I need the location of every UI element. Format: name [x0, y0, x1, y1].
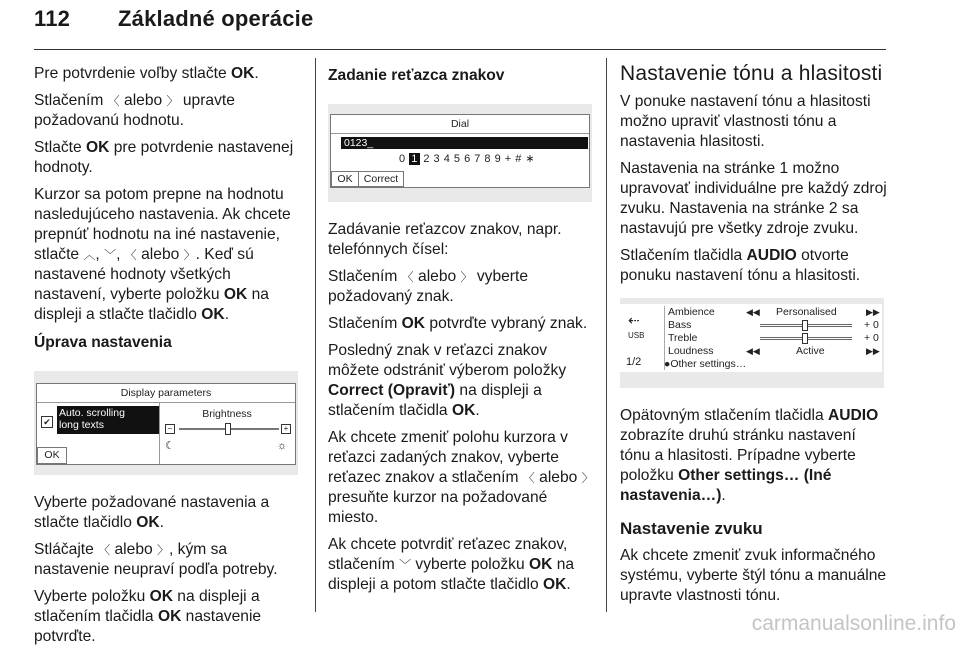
dial-screenshot — [328, 104, 592, 202]
paragraph: Zadávanie reťazcov znakov, napr. telefónnych čísel: — [328, 221, 562, 258]
arrow-up-icon: ︿ — [83, 248, 96, 262]
paragraph: Stlačením 〈 alebo 〉 upravte požadovanú hodnotu. — [34, 92, 235, 129]
row-label: Loudness — [668, 345, 714, 357]
arrow-left-icon: 〈 — [124, 248, 137, 262]
column-divider-2 — [606, 58, 607, 612]
column-2 — [328, 64, 596, 602]
arrow-left-icon: 〈 — [401, 270, 414, 284]
row-label: ●Other settings… — [664, 358, 747, 370]
page-header — [34, 6, 313, 32]
row-label: Ambience — [668, 306, 715, 318]
section-heading: Nastavenie tónu a hlasitosti — [620, 62, 883, 85]
row-value: + 0 — [864, 332, 879, 344]
row-label: Treble — [668, 332, 698, 344]
character-row: 0 1 2 3 4 5 6 7 8 9 + # ∗ — [399, 153, 536, 165]
row-value: Personalised — [776, 306, 837, 318]
paragraph: Ak chcete zmeniť zvuk informačného systému, vyberte štýl tónu a manuálne upravte vlastnosti tónu. — [620, 547, 887, 604]
selected-option: Auto. scrolling long texts — [57, 406, 159, 434]
paragraph: Pre potvrdenie voľby stlačte OK. — [34, 65, 259, 82]
column-1 — [34, 64, 304, 654]
correct-softkey: Correct — [358, 171, 404, 187]
paragraph: Stláčajte 〈 alebo 〉, kým sa nastavenie neupraví podľa potreby. — [34, 541, 278, 578]
arrow-right-icon: 〉 — [166, 94, 179, 108]
brightness-label: Brightness — [202, 408, 252, 420]
sun-icon: ☼ — [277, 440, 288, 452]
bullet-icon: ● — [664, 358, 671, 370]
page-number: 112 — [34, 6, 71, 31]
watermark: carmanualsonline.info — [751, 612, 956, 635]
ok-softkey: OK — [37, 447, 67, 464]
usb-icon: ⇠ — [628, 312, 640, 328]
moon-icon: ☾ — [165, 440, 175, 452]
column-3 — [620, 62, 890, 613]
slider-handle — [802, 320, 808, 331]
paragraph: Ak chcete zmeniť polohu kurzora v reťazci zadaných znakov, vyberte reťazec znakov a stlačením 〈 alebo 〉 presuňte kurzor na požadované miesto. — [328, 429, 594, 526]
subheading: Zadanie reťazca znakov — [328, 67, 505, 84]
row-value: + 0 — [864, 319, 879, 331]
subheading: Úprava nastavenia — [34, 334, 172, 351]
arrow-left-icon: ◀◀ — [746, 307, 760, 317]
page-indicator: 1/2 — [626, 356, 642, 368]
dial-screen — [330, 114, 590, 188]
paragraph: Stlačením OK potvrďte vybraný znak. — [328, 315, 588, 332]
arrow-right-icon: 〉 — [460, 270, 473, 284]
plus-icon: + — [281, 424, 291, 434]
minus-icon: − — [165, 424, 175, 434]
paragraph: V ponuke nastavení tónu a hlasitosti možno upraviť vlastnosti tónu a nastavenia hlasitosti. — [620, 93, 871, 150]
header-rule — [34, 49, 886, 50]
paragraph: Nastavenia na stránke 1 možno upravovať individuálne pre každý zdroj zvuku. Nastavenia na stránke 2 sa nastavujú pre všetky zdroje zvuku. — [620, 160, 887, 237]
arrow-left-icon: 〈 — [522, 471, 535, 485]
selected-character: 1 — [411, 153, 418, 165]
entry-field: 0123_ — [341, 137, 588, 149]
paragraph: Stlačte OK pre potvrdenie nastavenej hodnoty. — [34, 139, 294, 176]
screen-title: Dial — [331, 118, 589, 134]
paragraph: Opätovným stlačením tlačidla AUDIO zobrazíte druhú stránku nastavení tónu a hlasitosti. Prípadne vyberte položku Other settings… (Iné nastavenia…). — [620, 407, 879, 504]
arrow-right-icon: ▶▶ — [866, 346, 880, 356]
paragraph: Ak chcete potvrdiť reťazec znakov, stlačením ﹀ vyberte položku OK na displeji a potom stlačte tlačidlo OK. — [328, 536, 575, 593]
arrow-left-icon: 〈 — [98, 543, 111, 557]
usb-label: USB — [628, 331, 645, 340]
tone-settings-screenshot — [620, 298, 884, 388]
paragraph: Stlačením tlačidla AUDIO otvorte ponuku nastavení tónu a hlasitosti. — [620, 247, 861, 284]
paragraph: Vyberte položku OK na displeji a stlačením tlačidla OK nastavenie potvrďte. — [34, 588, 262, 645]
paragraph: Vyberte požadované nastavenia a stlačte tlačidlo OK. — [34, 494, 270, 531]
row-value: Active — [796, 345, 825, 357]
slider-handle — [802, 333, 808, 344]
screen-title: Display parameters — [37, 387, 295, 403]
arrow-left-icon: ◀◀ — [746, 346, 760, 356]
arrow-right-icon: 〉 — [157, 543, 170, 557]
paragraph: Kurzor sa potom prepne na hodnotu nasledujúceho nastavenia. Ak chcete prepnúť hodnotu na iné nastavenie, stlačte ︿, ﹀, 〈 alebo 〉. Keď sú nastavené hodnoty všetkých nastavení, vyberte položku OK na displeji a stlačte tlačidlo OK. — [34, 186, 291, 323]
arrow-right-icon: 〉 — [183, 248, 196, 262]
display-screen — [36, 383, 296, 465]
arrow-left-icon: 〈 — [107, 94, 120, 108]
arrow-right-icon: ▶▶ — [866, 307, 880, 317]
paragraph: Posledný znak v reťazci znakov môžete odstrániť výberom položky Correct (Opraviť) na displeji a stlačením tlačidla OK. — [328, 342, 567, 419]
display-parameters-screenshot — [34, 371, 298, 475]
subheading: Nastavenie zvuku — [620, 519, 763, 538]
column-divider-1 — [315, 58, 316, 612]
arrow-down-icon: ﹀ — [104, 248, 117, 262]
page-title: Základné operácie — [118, 6, 314, 31]
ok-softkey: OK — [331, 171, 359, 187]
checkbox-icon: ✔ — [41, 416, 53, 428]
row-label: Bass — [668, 319, 692, 331]
arrow-right-icon: 〉 — [581, 471, 594, 485]
paragraph: Stlačením 〈 alebo 〉 vyberte požadovaný znak. — [328, 268, 529, 305]
arrow-down-icon: ﹀ — [399, 558, 412, 572]
tone-screen — [620, 304, 882, 372]
slider-handle — [225, 423, 231, 435]
